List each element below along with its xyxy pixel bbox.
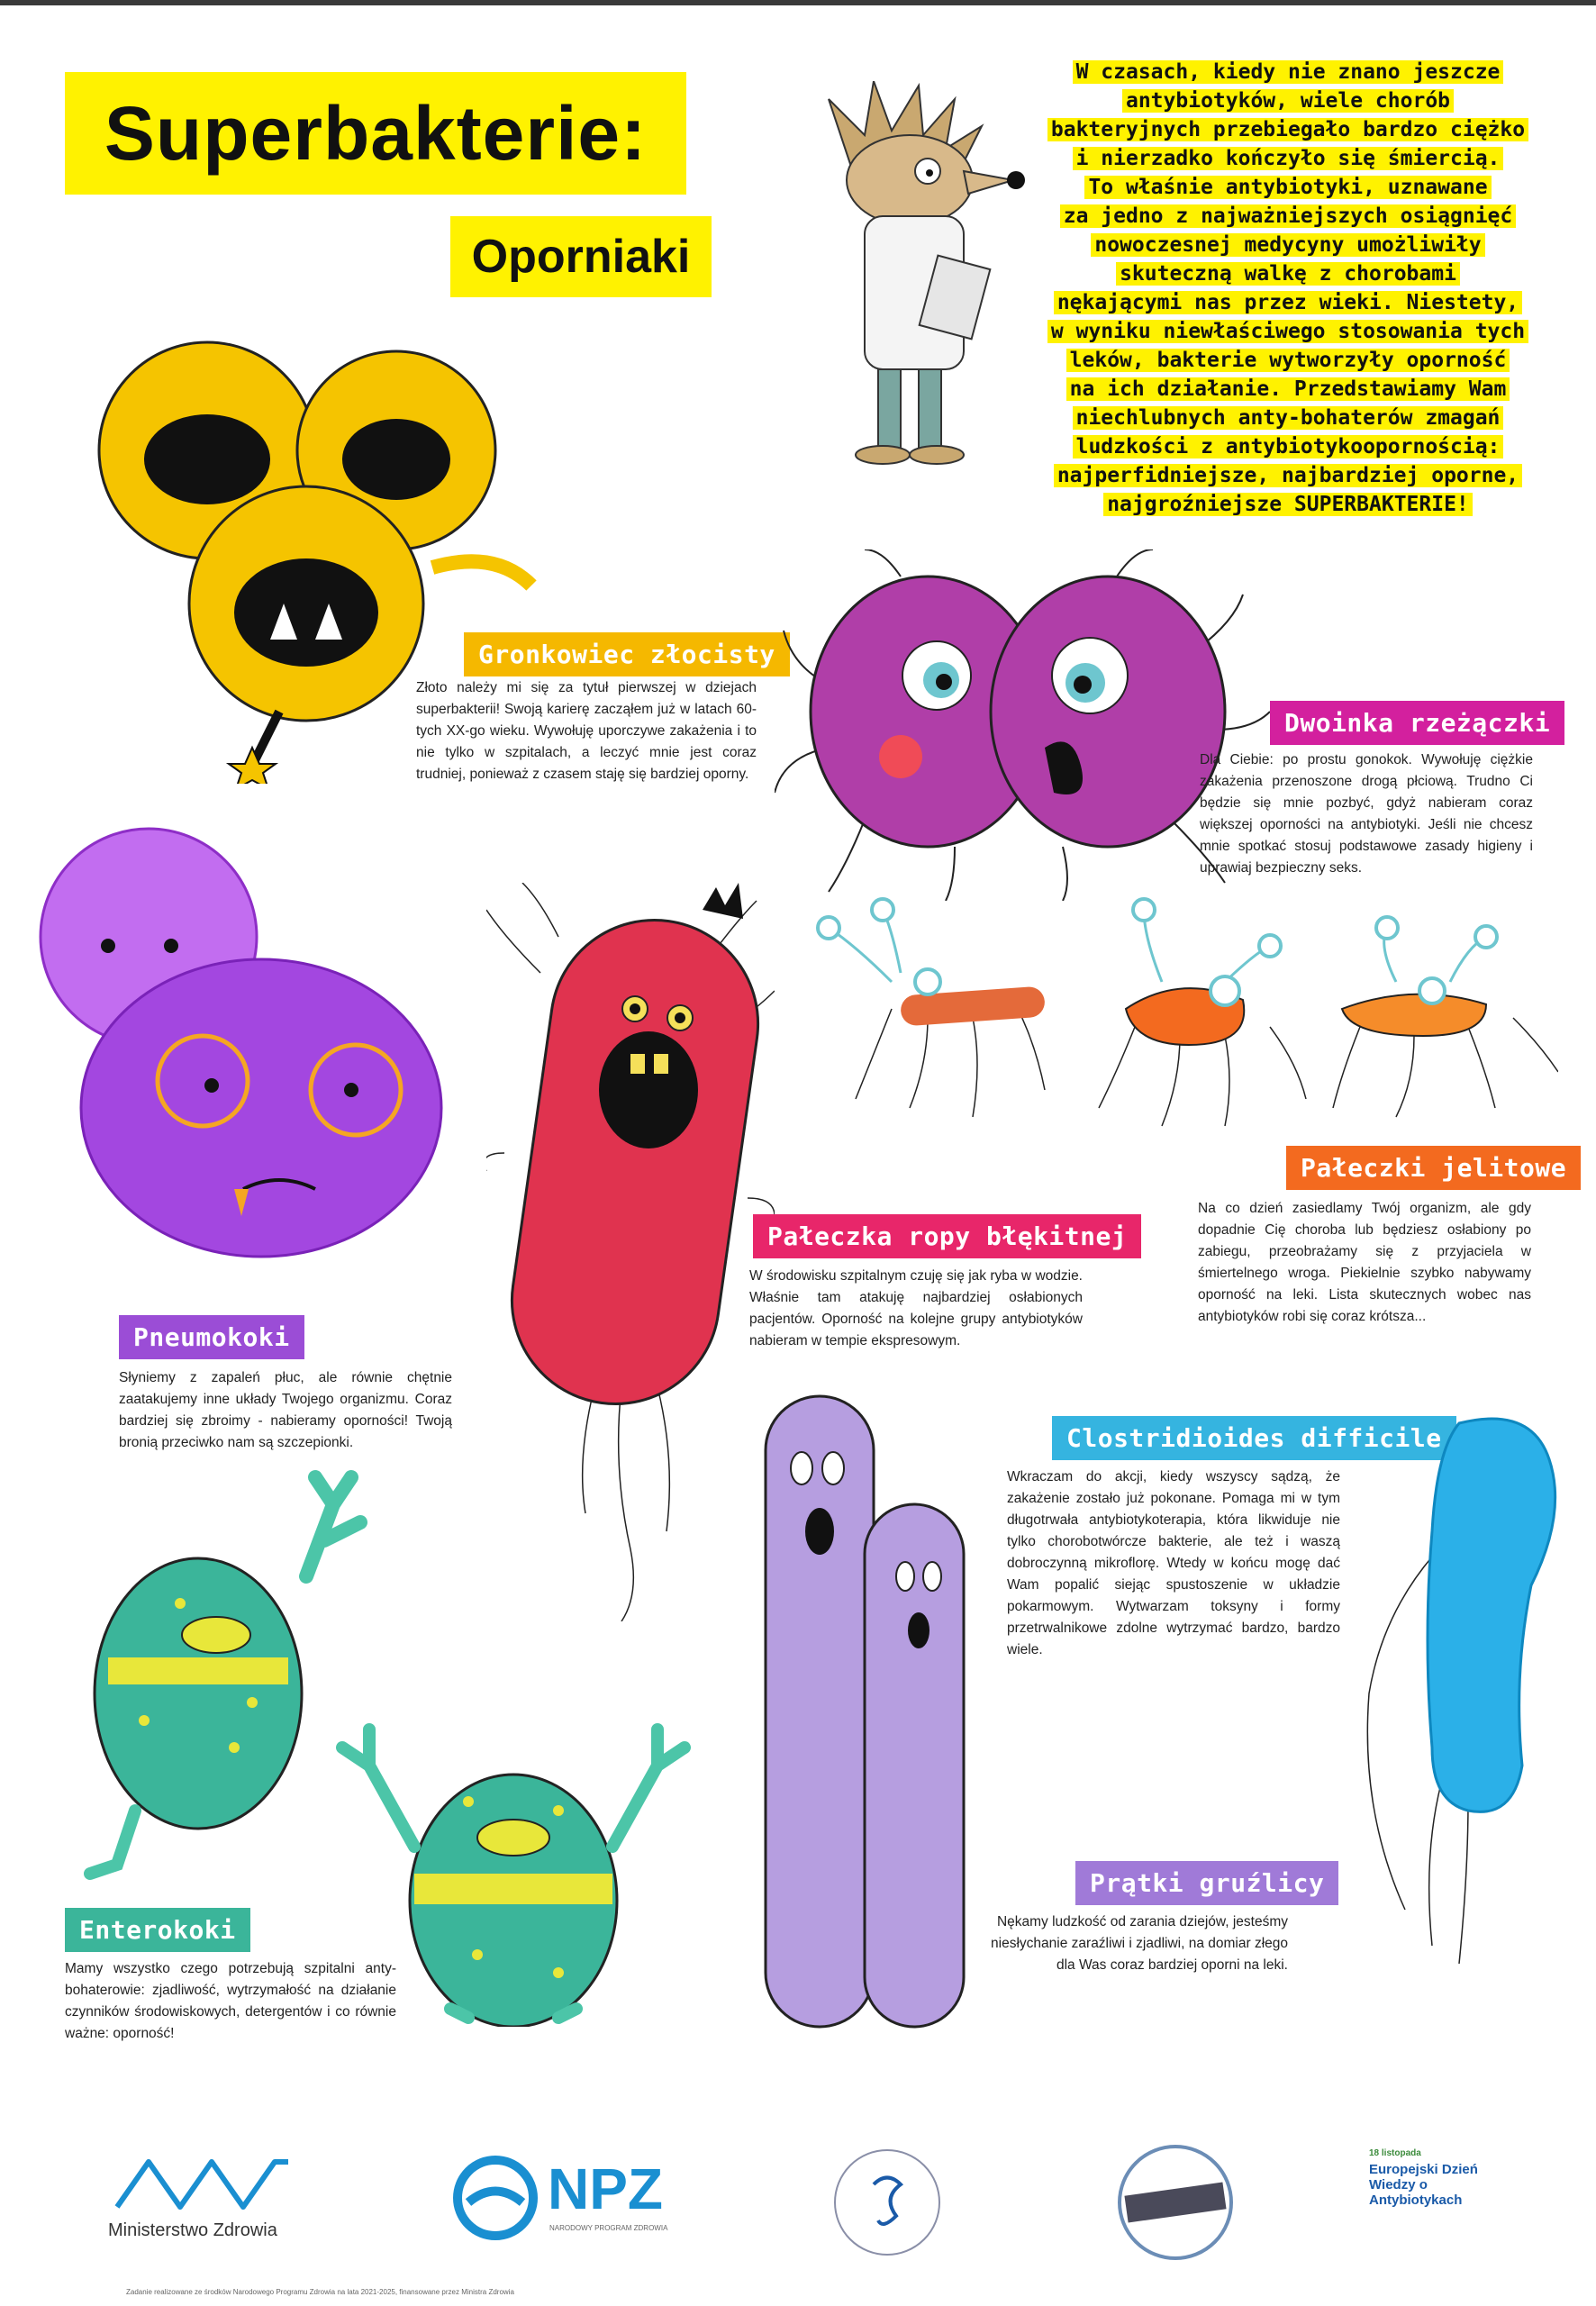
clostridioides-description: Wkraczam do akcji, kiedy wszyscy sądzą, że zakażenie zostało już pokonane. Pomaga mi w tym długotrwała antybiotykoterapia, która likwiduje nie tylko chorobotwórcze bakterie, ale też i waszą dobroczynną mikroflorę. Wtedy w końcu mogę dać Wam popalić siejąc spustoszenie w układzie pokarmowym. Wytwarzam toksyny i formy przetrwalnikowe zdolne wytrzymać bardzo, bardzo wiele. bbox=[1007, 1469, 1340, 1657]
staphylococcus-label: Gronkowiec złocisty bbox=[464, 632, 790, 676]
intro-line: na ich działanie. Przedstawiamy Wam bbox=[1066, 377, 1510, 401]
enterococcus-description: Mamy wszystko czego potrzebują szpitalni anty-bohaterowie: zjadliwość, wytrzymałość na działanie czynników środowiskowych, detergentów i co równie ważne: oporność! bbox=[65, 1961, 396, 2041]
pneumococcus-description: Słyniemy z zapaleń płuc, ale równie chętnie zaatakujemy inne układy Twojego organizmu. Coraz bardziej się zbroimy - nabieramy oporności! Twoją bronią przeciwko nam są szczepionki. bbox=[119, 1370, 452, 1450]
e-coli-illustration bbox=[802, 892, 1558, 1144]
pneumococcus-label: Pneumokoki bbox=[119, 1315, 304, 1359]
intro-line: ludzkości z antybiotykoopornością: bbox=[1073, 435, 1504, 458]
intro-line: leków, bakterie wytworzyły oporność bbox=[1066, 349, 1510, 372]
intro-line: nowoczesnej medycyny umożliwiły bbox=[1091, 233, 1484, 257]
pseudomonas-description: W środowisku szpitalnym czuję się jak ryba w wodzie. Właśnie tam atakuję najbardziej osłabionych pacjentów. Oporność na kolejne grupy antybiotyków nabieram w tempie ekspresowym. bbox=[749, 1268, 1083, 1348]
eaad-name: Europejski Dzień Wiedzy o Antybiotykach bbox=[1369, 2162, 1478, 2208]
intro-line: w wyniku niewłaściwego stosowania tych bbox=[1047, 320, 1528, 343]
intro-line: niechlubnych anty-bohaterów zmagań bbox=[1073, 406, 1504, 430]
intro-line: To właśnie antybiotyki, uznawane bbox=[1084, 176, 1491, 199]
mz-logo-text: Ministerstwo Zdrowia bbox=[108, 2220, 277, 2240]
mycobacterium-description: Nękamy ludzkość od zarania dziejów, jesteśmy niesłychanie zaraźliwi i zjadliwi, na domiar złego dla Was coraz bardziej oporni na leki. bbox=[991, 1914, 1288, 1973]
npz-logo-icon bbox=[450, 2153, 540, 2243]
hedgehog-scientist-illustration bbox=[793, 81, 1027, 477]
npz-logo-text: NPZ bbox=[548, 2156, 663, 2221]
intro-line: antybiotyków, wiele chorób bbox=[1122, 89, 1454, 113]
pseudomonas-label: Pałeczka ropy błękitnej bbox=[753, 1214, 1141, 1258]
mz-logo-icon bbox=[108, 2153, 306, 2216]
intro-line: za jedno z najważniejszych osiągnięć bbox=[1060, 204, 1517, 228]
npz-logo-subtitle: NARODOWY PROGRAM ZDROWIA bbox=[549, 2224, 668, 2232]
intro-line: nękającymi nas przez wieki. Niestety, bbox=[1054, 291, 1522, 314]
staphylococcus-description: Złoto należy mi się za tytuł pierwszej w dziejach superbakterii! Swoją karierę zacząłem już w latach 60-tych XX-go wieku. Wywołuję uporczywe zakażenia i to nie tylko w szpitalach, a leczyć mnie jest coraz trudniej, ponieważ z czasem staję się bardziej oporny. bbox=[416, 680, 757, 782]
clostridioides-label: Clostridioides difficile bbox=[1052, 1416, 1456, 1460]
clostridioides-illustration bbox=[1351, 1405, 1585, 1964]
intro-paragraph bbox=[1036, 58, 1540, 519]
footer-funding-note: Zadanie realizowane ze środków Narodowego Programu Zdrowia na lata 2021-2025, finansowane przez Ministra Zdrowia bbox=[126, 2288, 514, 2296]
stop-antibiotics-logo bbox=[1108, 2139, 1243, 2265]
intro-line: najgroźniejsze SUPERBAKTERIE! bbox=[1103, 493, 1473, 516]
top-border bbox=[0, 0, 1596, 5]
page-title: Superbakterie: bbox=[65, 72, 686, 195]
eaad-logo bbox=[1369, 2148, 1504, 2208]
npz-logo bbox=[450, 2148, 703, 2247]
eaad-date: 18 listopada bbox=[1369, 2148, 1421, 2158]
intro-line: skuteczną walkę z chorobami bbox=[1116, 262, 1460, 286]
e-coli-description: Na co dzień zasiedlamy Twój organizm, ale gdy dopadnie Cię choroba lub będziesz osłabiony po zabiegu, przeobrażamy się z przyjaciela w śmiertelnego wroga. Piekielnie szybko nabywamy oporność na leki. Lista skutecznych wobec nas antybiotyków robi się coraz krótsza... bbox=[1198, 1201, 1531, 1324]
pneumococcus-illustration bbox=[9, 811, 477, 1270]
intro-line: najperfidniejsze, najbardziej oporne, bbox=[1054, 464, 1522, 487]
e-coli-label: Pałeczki jelitowe bbox=[1286, 1146, 1581, 1190]
intro-line: i nierzadko kończyło się śmiercią. bbox=[1073, 147, 1504, 170]
gonococcus-label: Dwoinka rzeżączki bbox=[1270, 701, 1564, 745]
intro-line: W czasach, kiedy nie znano jeszcze bbox=[1073, 60, 1504, 84]
page-subtitle: Oporniaki bbox=[450, 216, 712, 297]
mycobacterium-label: Prątki gruźlicy bbox=[1075, 1861, 1338, 1905]
ministry-of-health-logo bbox=[108, 2153, 306, 2252]
intro-line: bakteryjnych przebiegało bardzo ciężko bbox=[1047, 118, 1528, 141]
nil-institute-logo bbox=[829, 2144, 946, 2261]
gonococcus-description: Dla Ciebie: po prostu gonokok. Wywołuję ciężkie zakażenia przenoszone drogą płciową. Trudno Ci będzie się mnie pozbyć, gdyż nabieram coraz większej oporności na antybiotyki. Jeśli nie chcesz mnie spotkać stosuj podstawowe zasady higieny i uprawiaj bezpieczny seks. bbox=[1200, 752, 1533, 876]
enterococcus-label: Enterokoki bbox=[65, 1908, 250, 1952]
